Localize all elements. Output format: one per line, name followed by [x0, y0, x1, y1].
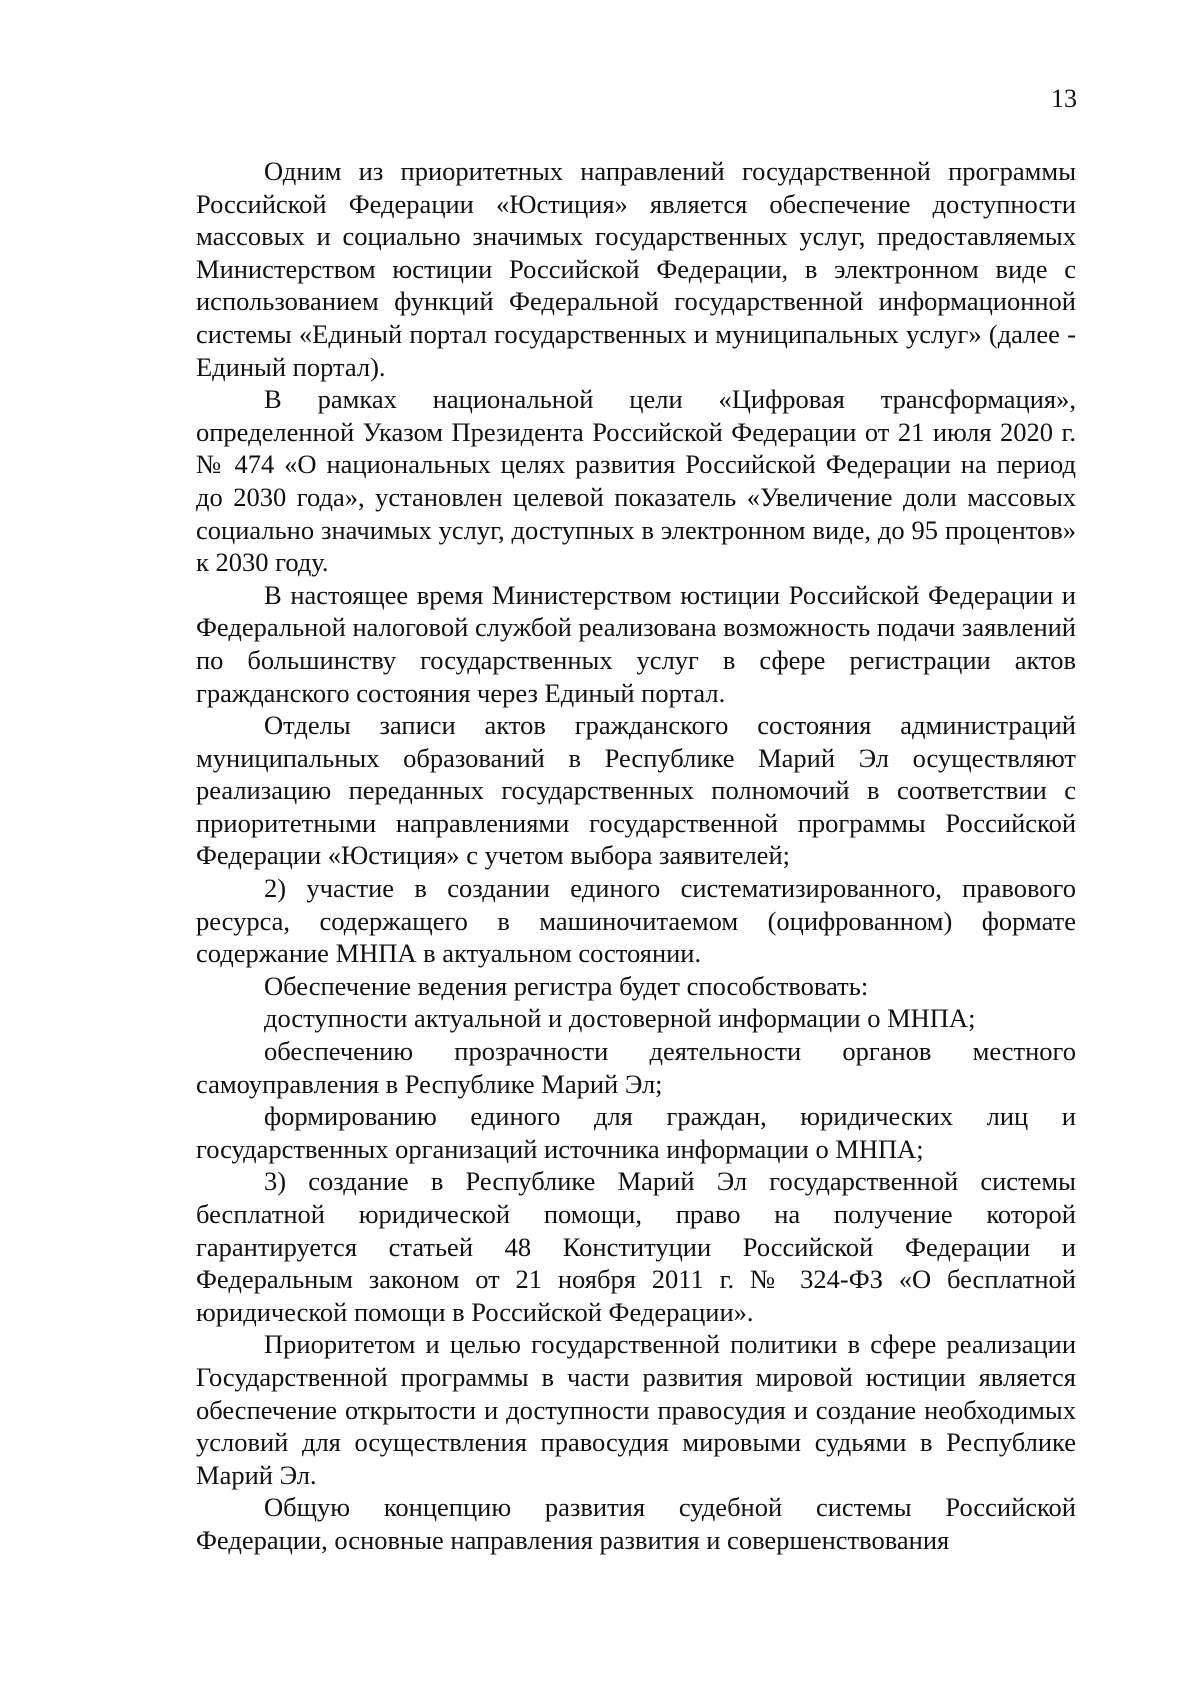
paragraph: Приоритетом и целью государственной политики в сфере реализации Государственной программы в части развития мировой юстиции является обеспечение открытости и доступности правосудия и создание необходимых условий для осуществления правосудия мировыми судьями в Республике Марий Эл.: [196, 1329, 1076, 1490]
list-item-paragraph: 3) создание в Республике Марий Эл государственной системы бесплатной юридической помощи, право на получение которой гарантируется статьей 48 Конституции Российской Федерации и Федеральным законом от 21 ноября 2011 г. № 324-ФЗ «О бесплатной юридической помощи в Российской Федерации».: [196, 1166, 1076, 1327]
list-item-paragraph: обеспечению прозрачности деятельности органов местного самоуправления в Республике Марий Эл;: [196, 1036, 1076, 1099]
page-number: 13: [1051, 84, 1077, 113]
list-item-paragraph: доступности актуальной и достоверной информации о МНПА;: [264, 1003, 976, 1034]
paragraph: Отделы записи актов гражданского состояния администраций муниципальных образований в Республике Марий Эл осуществляют реализацию переданных государственных полномочий в соответствии с приоритетными направлениями государственной программы Российской Федерации «Юстиция» с учетом выбора заявителей;: [196, 710, 1076, 871]
paragraph: В настоящее время Министерством юстиции Российской Федерации и Федеральной налоговой службой реализована возможность подачи заявлений по большинству государственных услуг в сфере регистрации актов гражданского состояния через Единый портал.: [196, 579, 1076, 708]
paragraph: Обеспечение ведения регистра будет способствовать:: [264, 970, 869, 1001]
list-item-paragraph: 2) участие в создании единого систематизированного, правового ресурса, содержащего в машиночитаемом (оцифрованном) формате содержание МНПА в актуальном состоянии.: [196, 873, 1076, 969]
paragraph: В рамках национальной цели «Цифровая трансформация», определенной Указом Президента Российской Федерации от 21 июля 2020 г. № 474 «О национальных целях развития Российской Федерации на период до 2030 года», установлен целевой показатель «Увеличение доли массовых социально значимых услуг, доступных в электронном виде, до 95 процентов» к 2030 году.: [196, 384, 1076, 578]
list-item-paragraph: формированию единого для граждан, юридических лиц и государственных организаций источника информации о МНПА;: [196, 1101, 1076, 1164]
document-body: [196, 155, 1076, 1557]
paragraph: Одним из приоритетных направлений государственной программы Российской Федерации «Юстиция» является обеспечение доступности массовых и социально значимых государственных услуг, предоставляемых Министерством юстиции Российской Федерации, в электронном виде с использованием функций Федеральной государственной информационной системы «Единый портал государственных и муниципальных услуг» (далее - Единый портал).: [196, 156, 1076, 382]
paragraph: Общую концепцию развития судебной системы Российской Федерации, основные направления развития и совершенствования: [196, 1492, 1076, 1555]
